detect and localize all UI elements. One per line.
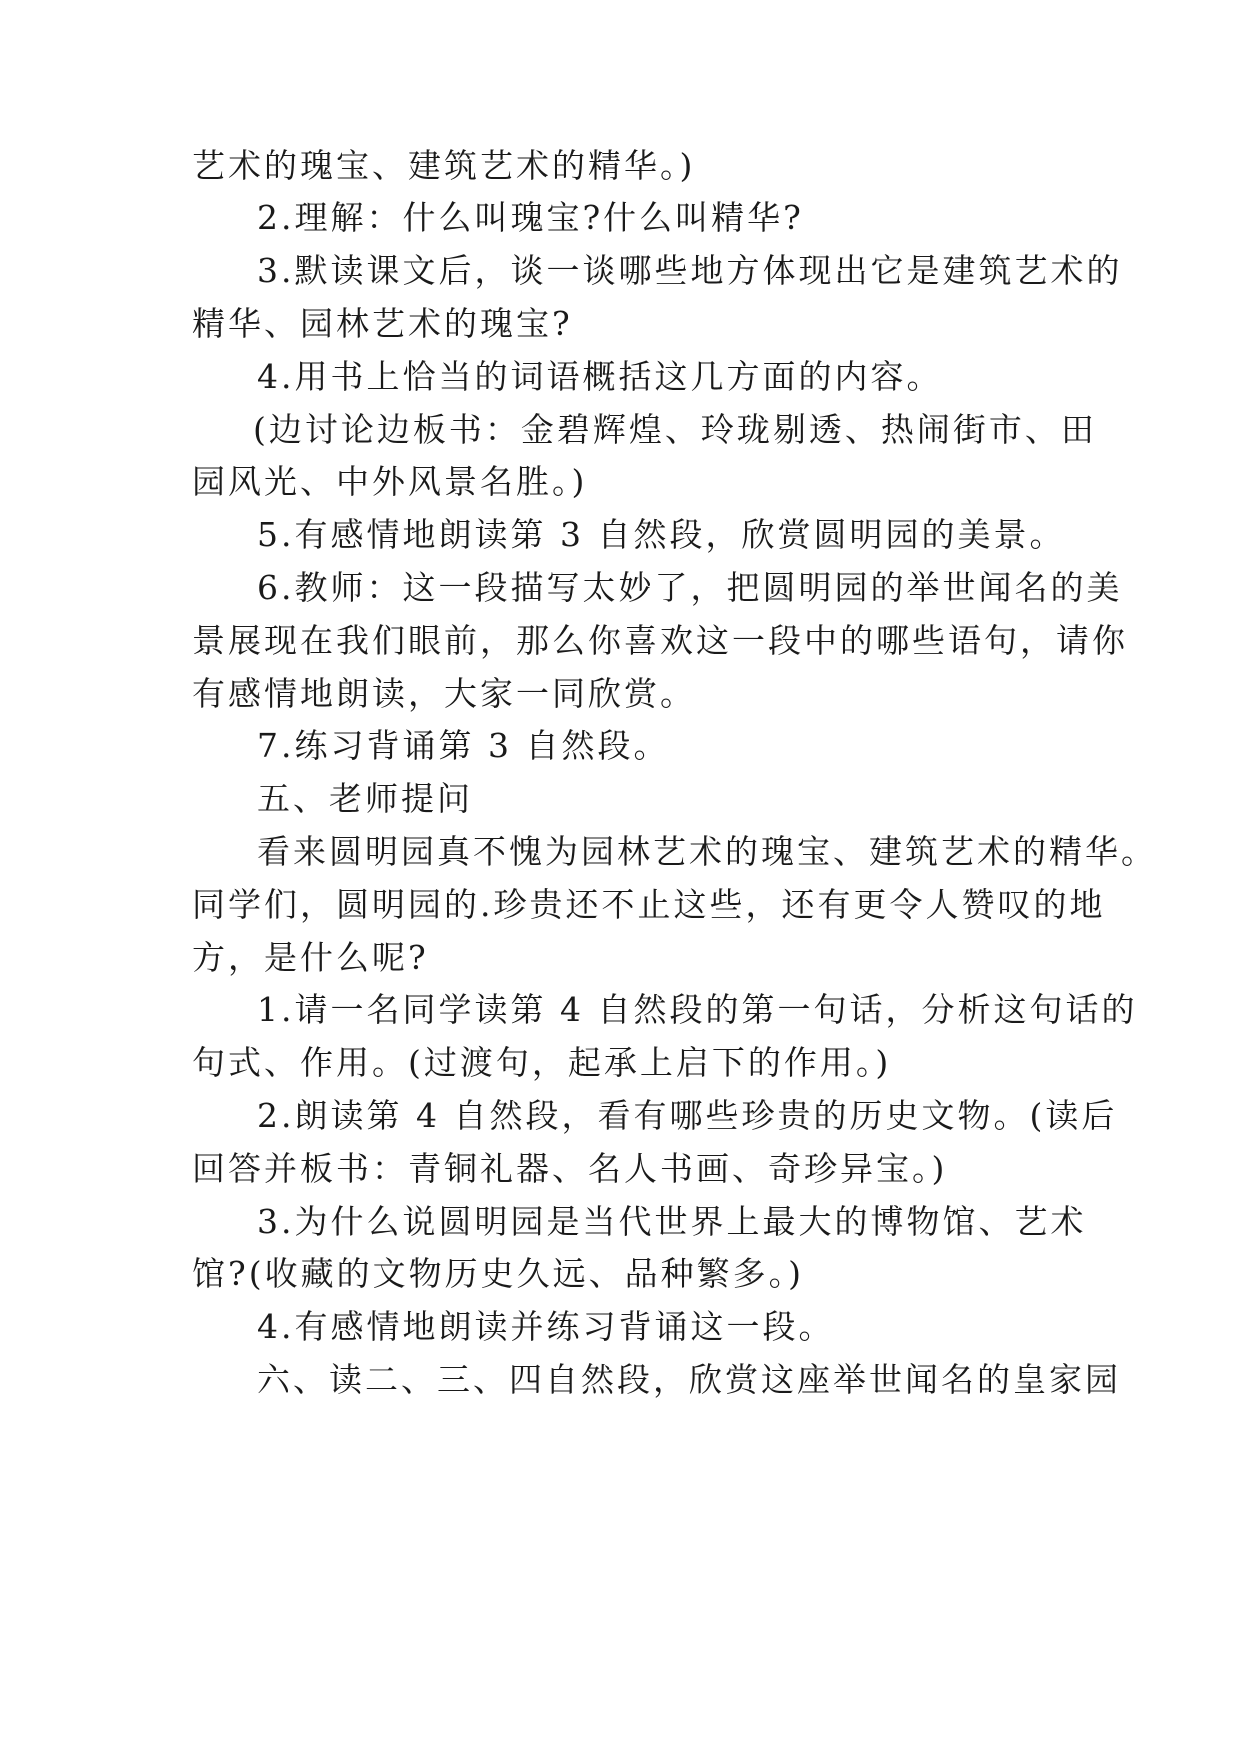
text-line: 精华、园林艺术的瑰宝?: [192, 304, 573, 343]
text-line: 看来圆明园真不愧为园林艺术的瑰宝、建筑艺术的精华。: [257, 832, 1157, 871]
text-line: 3.为什么说圆明园是当代世界上最大的博物馆、艺术: [257, 1202, 1087, 1241]
text-line: 方，是什么呢?: [192, 938, 429, 977]
text-line: 7.练习背诵第 3 自然段。: [257, 726, 670, 765]
text-line: 2.理解：什么叫瑰宝?什么叫精华?: [257, 198, 804, 237]
text-line: 有感情地朗读，大家一同欣赏。: [192, 674, 696, 713]
text-line: 艺术的瑰宝、建筑艺术的精华。): [192, 146, 696, 185]
text-line: 3.默读课文后，谈一谈哪些地方体现出它是建筑艺术的: [257, 251, 1123, 290]
text-line: 4.用书上恰当的词语概括这几方面的内容。: [257, 357, 943, 396]
text-line: 景展现在我们眼前，那么你喜欢这一段中的哪些语句，请你: [192, 621, 1128, 660]
text-line: 2.朗读第 4 自然段，看有哪些珍贵的历史文物。(读后: [257, 1096, 1118, 1135]
text-line: 馆?(收藏的文物历史久远、品种繁多。): [192, 1254, 804, 1293]
text-line: 园风光、中外风景名胜。): [192, 462, 588, 501]
text-line: 5.有感情地朗读第 3 自然段，欣赏圆明园的美景。: [257, 515, 1066, 554]
text-line: 回答并板书：青铜礼器、名人书画、奇珍异宝。): [192, 1149, 948, 1188]
text-line: 同学们，圆明园的.珍贵还不止这些，还有更令人赞叹的地: [192, 885, 1106, 924]
text-line: 五、老师提问: [257, 779, 473, 818]
text-line: 1.请一名同学读第 4 自然段的第一句话，分析这句话的: [257, 990, 1138, 1029]
text-line: (边讨论边板书：金碧辉煌、玲珑剔透、热闹街市、田: [253, 410, 1097, 449]
text-line: 4.有感情地朗读并练习背诵这一段。: [257, 1307, 835, 1346]
text-line: 句式、作用。(过渡句，起承上启下的作用。): [192, 1043, 892, 1082]
text-line: 六、读二、三、四自然段，欣赏这座举世闻名的皇家园: [257, 1360, 1121, 1399]
text-line: 6.教师：这一段描写太妙了，把圆明园的举世闻名的美: [257, 568, 1123, 607]
